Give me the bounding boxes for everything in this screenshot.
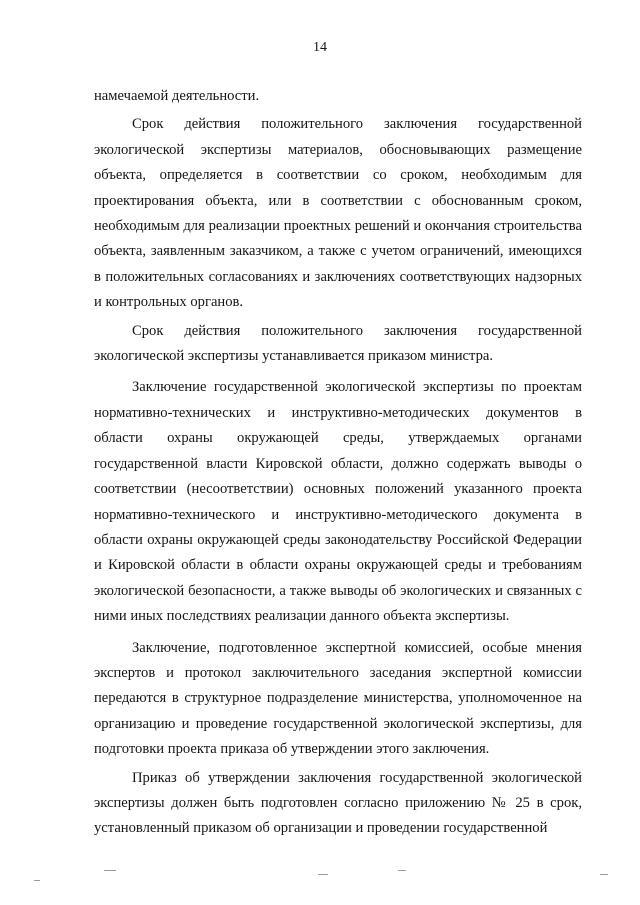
paragraph-term-validity: Срок действия положительного заключения государственной экологической экспертизы материалов, обосновывающих размещение объекта, определяется в соответствии со сроком, необходимым для проектирования объекта, или в соответствии с обоснованным сроком, необходимым для реализации проектных решений и окончания строительства объекта, заявленным заказчиком, а также с учетом ограничений, имеющихся в положительных согласованиях и заключениях соответствующих надзорных и контрольных органов. (94, 116, 582, 311)
paragraph-order-approval: Приказ об утверждении заключения государственной экологической экспертизы должен быть подготовлен согласно приложению № 25 в срок, установленный приказом об организации и проведении государственной (94, 769, 582, 837)
scan-mark (34, 880, 40, 881)
paragraph-commission-transfer: Заключение, подготовленное экспертной комиссией, особые мнения экспертов и протокол заключительного заседания экспертной комиссии передаются в структурное подразделение министерства, уполномоченное на организацию и проведение государственной экологической экспертизы, для подготовки проекта приказа об утверждении этого заключения. (94, 639, 582, 758)
scan-artifacts (0, 868, 640, 888)
scan-mark (318, 874, 328, 875)
document-body (94, 84, 582, 842)
scan-mark (398, 870, 406, 871)
paragraph-term-order: Срок действия положительного заключения государственной экологической экспертизы устанавливается приказом министра. (94, 322, 582, 365)
scan-mark (104, 870, 116, 871)
scan-mark (600, 874, 608, 875)
paragraph-normative-docs: Заключение государственной экологической экспертизы по проектам нормативно-технических и инструктивно-методических документов в области охраны окружающей среды, утверждаемых органами государственной власти Кировской области, должно содержать выводы о соответствии (несоответствии) основных положений указанного проекта нормативно-технического и инструктивно-методического документа в области охраны окружающей среды законодательству Российской Федерации и Кировской области в области охраны окружающей среды и требованиям экологической безопасности, а также выводы об экологических и связанных с ними иных последствиях реализации данного объекта экспертизы. (94, 379, 582, 625)
page-number: 14 (313, 40, 327, 55)
paragraph-continuation: намечаемой деятельности. (94, 88, 260, 104)
